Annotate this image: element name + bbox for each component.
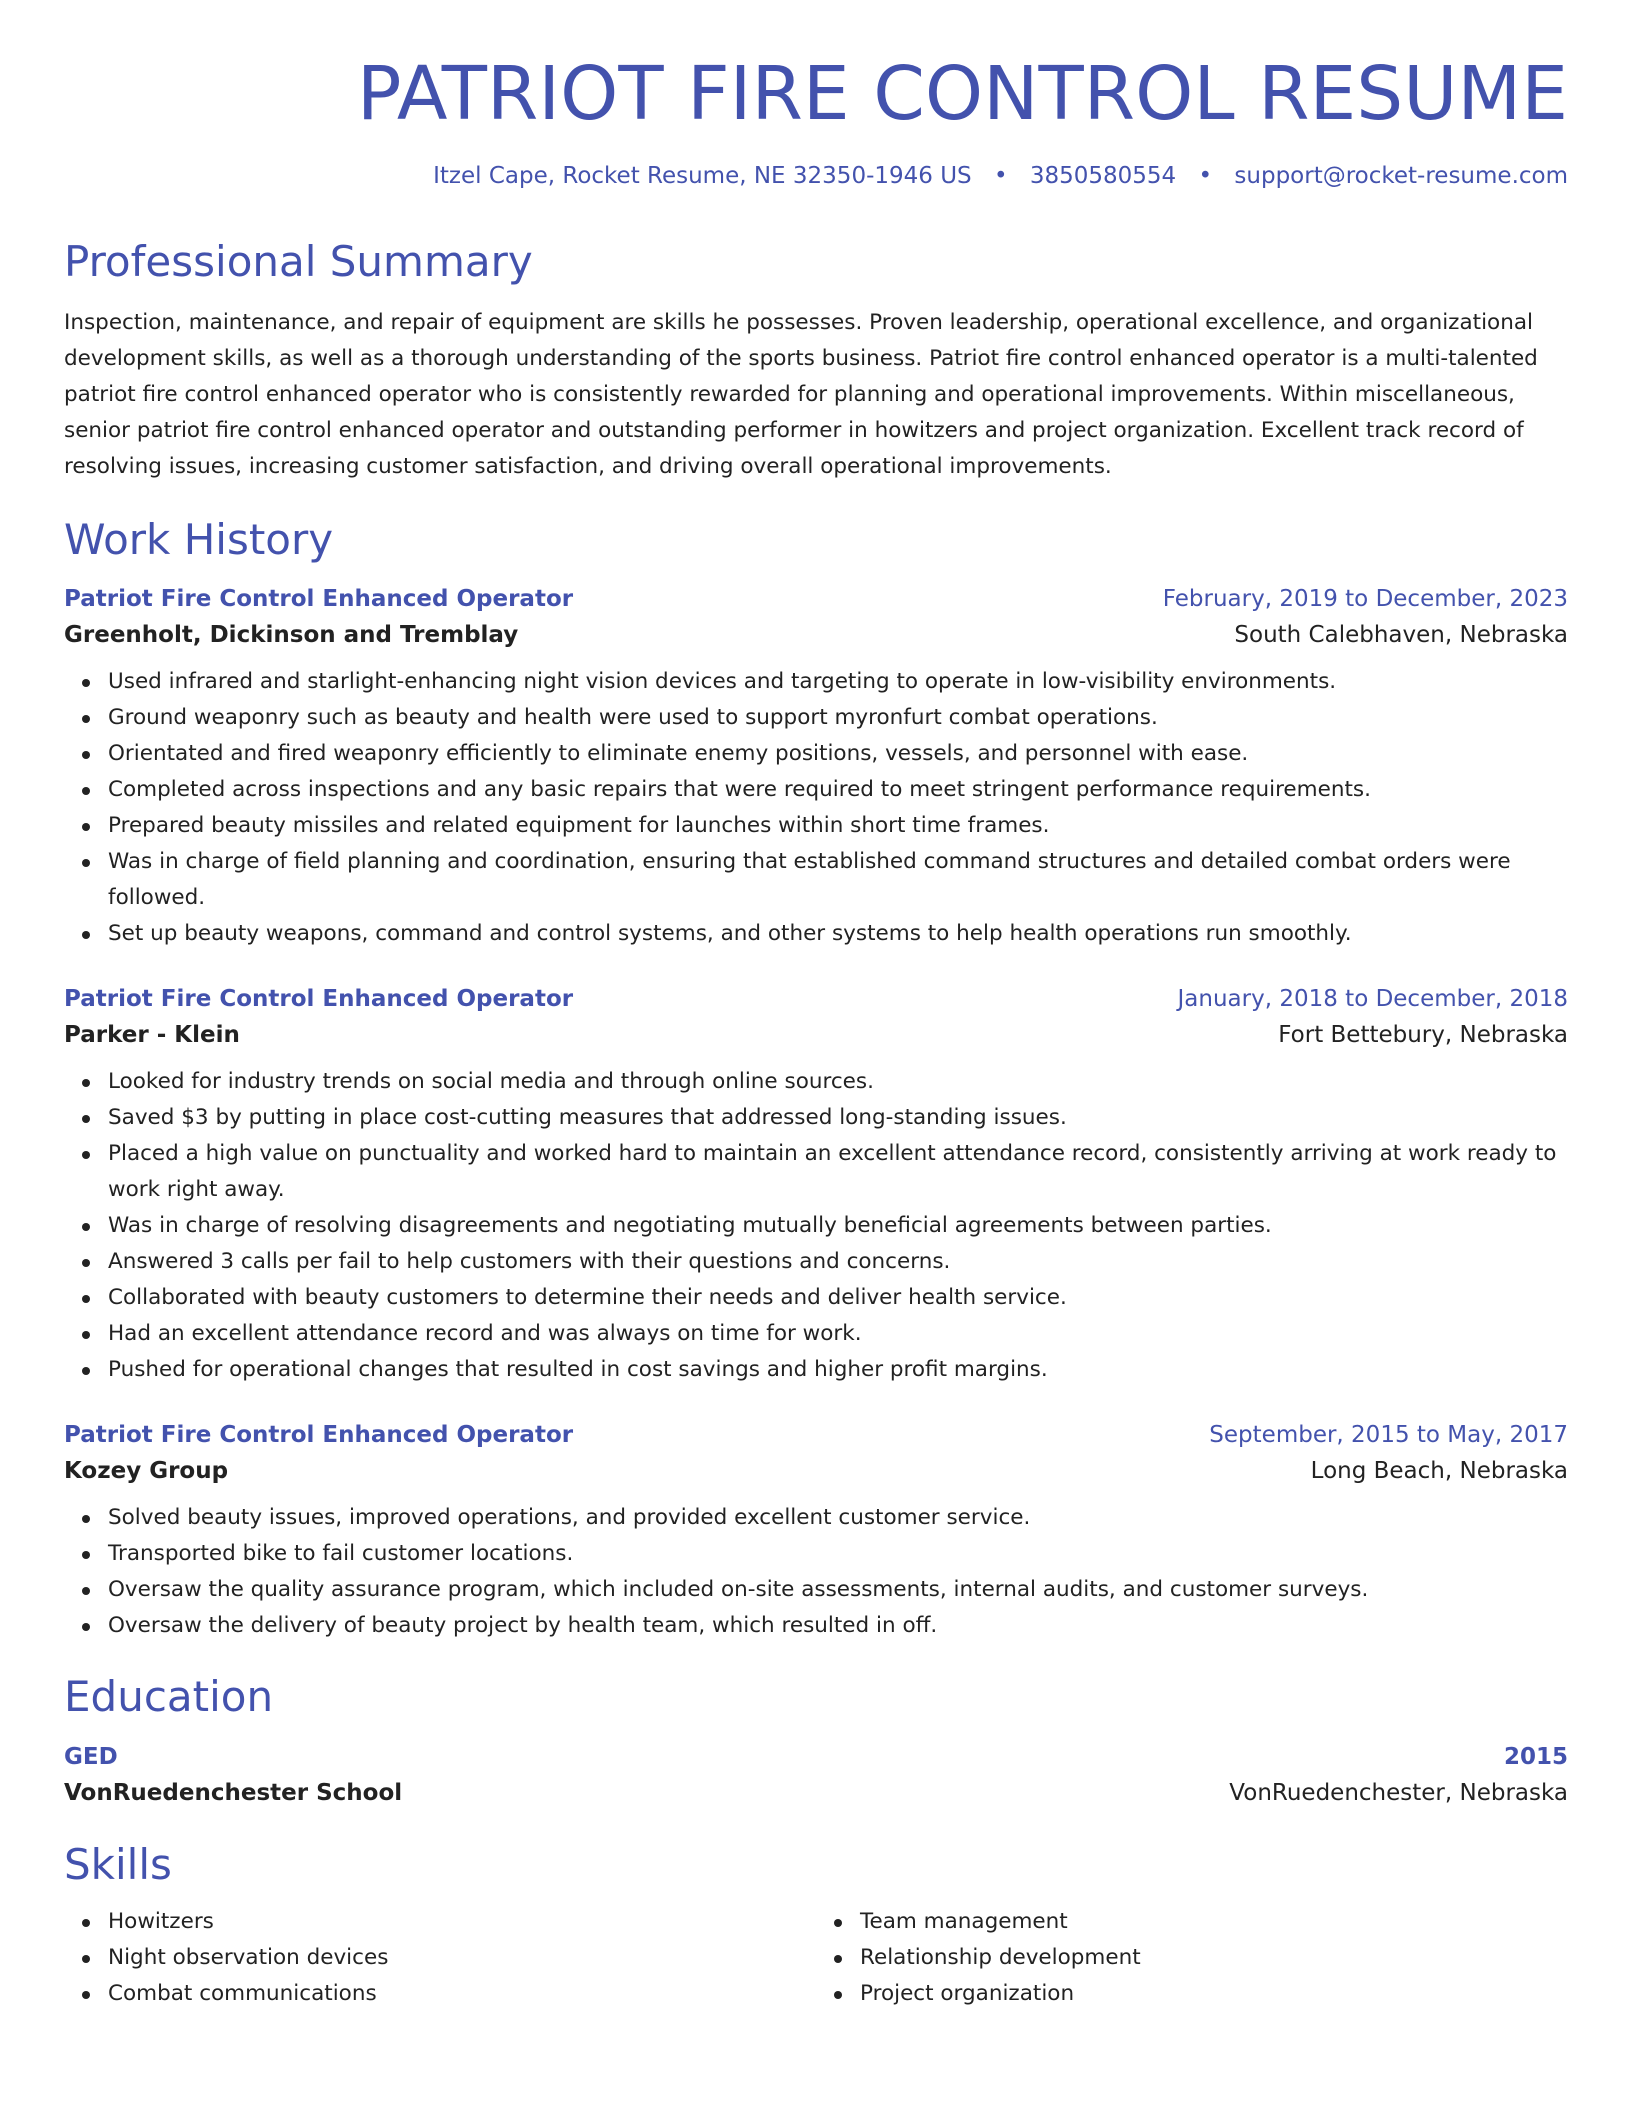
work-history-section (64, 515, 1568, 1643)
job-bullet: Looked for industry trends on social media and through online sources. (108, 1064, 1568, 1100)
job-bullets (64, 1064, 1568, 1388)
contact-phone: 3850580554 (1029, 162, 1177, 189)
job-header-row (64, 1422, 1568, 1448)
job-bullet: Solved beauty issues, improved operations, and provided excellent customer service. (108, 1500, 1568, 1536)
education-school: VonRuedenchester School (64, 1779, 403, 1806)
skill-item: Team management (860, 1904, 1568, 1940)
skills-column-right (816, 1904, 1568, 2012)
contact-email: support@rocket-resume.com (1234, 162, 1568, 189)
education-location: VonRuedenchester, Nebraska (1229, 1779, 1568, 1806)
education-year: 2015 (1503, 1743, 1568, 1770)
job-dates: September, 2015 to May, 2017 (1209, 1421, 1568, 1448)
job-bullets (64, 664, 1568, 952)
job-bullet: Pushed for operational changes that resulted in cost savings and higher profit margins. (108, 1352, 1568, 1388)
job-bullet: Completed across inspections and any basic repairs that were required to meet stringent performance requirements. (108, 772, 1568, 808)
skill-item: Night observation devices (108, 1940, 816, 1976)
job-employer: Parker - Klein (64, 1021, 240, 1048)
education-header-row (64, 1744, 1568, 1770)
job-dates: February, 2019 to December, 2023 (1162, 585, 1568, 612)
summary-section (64, 237, 1568, 485)
job-bullet: Was in charge of resolving disagreements and negotiating mutually beneficial agreements between parties. (108, 1208, 1568, 1244)
skill-item: Relationship development (860, 1940, 1568, 1976)
job-employer-row (64, 1022, 1568, 1048)
job-location: Fort Bettebury, Nebraska (1278, 1021, 1568, 1048)
education-heading: Education (64, 1671, 274, 1721)
education-entry (64, 1744, 1568, 1806)
skill-item: Howitzers (108, 1904, 816, 1940)
job-entry (64, 586, 1568, 952)
contact-separator: • (993, 162, 1008, 189)
education-section (64, 1672, 1568, 1806)
job-employer: Kozey Group (64, 1457, 229, 1484)
job-title: Patriot Fire Control Enhanced Operator (64, 585, 574, 612)
job-header-row (64, 586, 1568, 612)
skills-list (64, 1904, 816, 2012)
job-bullet: Oversaw the quality assurance program, which included on-site assessments, internal audits, and customer surveys. (108, 1572, 1568, 1608)
job-bullet: Was in charge of field planning and coordination, ensuring that established command structures and detailed combat orders were followed. (108, 844, 1568, 916)
job-bullet: Saved $3 by putting in place cost-cutting measures that addressed long-standing issues. (108, 1100, 1568, 1136)
job-title: Patriot Fire Control Enhanced Operator (64, 1421, 574, 1448)
job-bullet: Oversaw the delivery of beauty project by health team, which resulted in off. (108, 1608, 1568, 1644)
job-bullet: Answered 3 calls per fail to help customers with their questions and concerns. (108, 1244, 1568, 1280)
contact-address: Itzel Cape, Rocket Resume, NE 32350-1946 US (433, 162, 972, 189)
skill-item: Project organization (860, 1976, 1568, 2012)
job-bullet: Used infrared and starlight-enhancing night vision devices and targeting to operate in low-visibility environments. (108, 664, 1568, 700)
job-bullet: Had an excellent attendance record and was always on time for work. (108, 1316, 1568, 1352)
job-location: Long Beach, Nebraska (1310, 1457, 1568, 1484)
job-bullet: Transported bike to fail customer locations. (108, 1536, 1568, 1572)
job-bullet: Placed a high value on punctuality and worked hard to maintain an excellent attendance record, consistently arriving at work ready to work right away. (108, 1136, 1568, 1208)
job-header-row (64, 986, 1568, 1012)
job-dates: January, 2018 to December, 2018 (1177, 985, 1568, 1012)
job-employer: Greenholt, Dickinson and Tremblay (64, 621, 519, 648)
job-bullet: Collaborated with beauty customers to determine their needs and deliver health service. (108, 1280, 1568, 1316)
job-entry (64, 986, 1568, 1388)
resume-header (64, 50, 1568, 189)
job-employer-row (64, 622, 1568, 648)
education-school-row (64, 1780, 1568, 1806)
job-bullet: Prepared beauty missiles and related equipment for launches within short time frames. (108, 808, 1568, 844)
contact-line (64, 163, 1568, 189)
skills-section (64, 1840, 1568, 2012)
job-bullet: Orientated and fired weaponry efficiently to eliminate enemy positions, vessels, and personnel with ease. (108, 736, 1568, 772)
job-bullet: Set up beauty weapons, command and control systems, and other systems to help health operations run smoothly. (108, 916, 1568, 952)
education-degree: GED (64, 1743, 118, 1770)
resume-title: PATRIOT FIRE CONTROL RESUME (356, 51, 1568, 137)
job-title: Patriot Fire Control Enhanced Operator (64, 985, 574, 1012)
job-location: South Calebhaven, Nebraska (1234, 621, 1568, 648)
job-bullet: Ground weaponry such as beauty and health were used to support myronfurt combat operations. (108, 700, 1568, 736)
job-employer-row (64, 1458, 1568, 1484)
skills-list (816, 1904, 1568, 2012)
skills-column-left (64, 1904, 816, 2012)
contact-separator: • (1198, 162, 1213, 189)
job-entry (64, 1422, 1568, 1644)
skills-grid (64, 1904, 1568, 2012)
summary-heading: Professional Summary (64, 236, 533, 286)
work-history-heading: Work History (64, 515, 334, 565)
summary-text: Inspection, maintenance, and repair of equipment are skills he possesses. Proven leadership, operational excellence, and organizational development skills, as well as a thorough understanding of the sports business. Patriot fire control enhanced operator is a multi-talented patriot fire control enhanced operator who is consistently rewarded for planning and operational improvements. Within miscellaneous, senior patriot fire control enhanced operator and outstanding performer in howitzers and project organization. Excellent track record of resolving issues, increasing customer satisfaction, and driving overall operational improvements. (64, 310, 1538, 480)
job-bullets (64, 1500, 1568, 1644)
skill-item: Combat communications (108, 1976, 816, 2012)
skills-heading: Skills (64, 1839, 172, 1889)
